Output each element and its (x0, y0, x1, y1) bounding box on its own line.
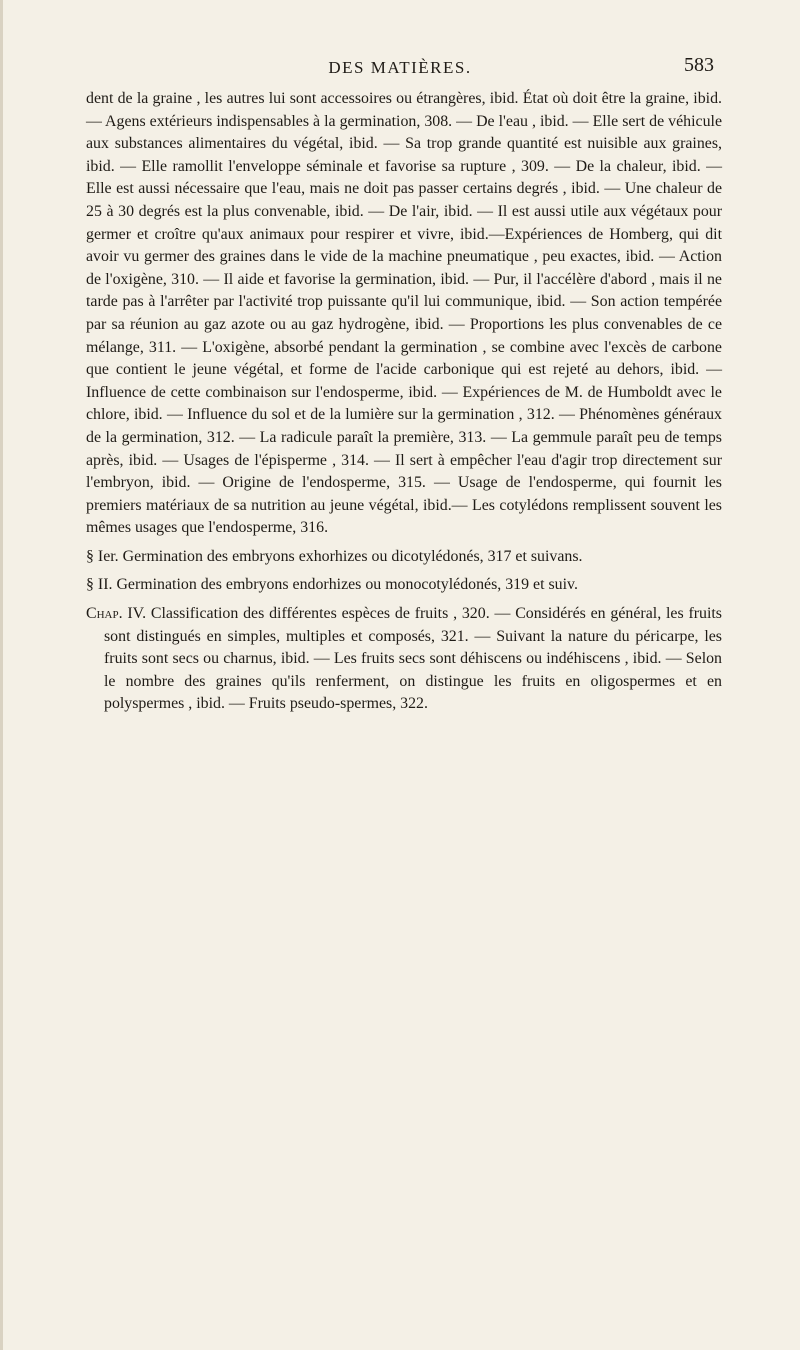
index-section-2: § II. Germination des embryons endorhizes ou monocotylédonés, 319 et suiv. (86, 576, 578, 594)
chapter-text: Classification des différentes espèces de fruits , 320. — Considérés en général, les fruits sont distingués en simples, multiples et composés, 321. — Suivant la nature du péricarpe, les fruits sont secs ou charnus, ibid. — Les fruits secs sont déhiscens ou indéhiscens , ibid. — Selon le nombre des graines qu'ils renferment, on distingue les fruits en oligospermes et en polyspermes , ibid. — Fruits pseudo-spermes, 322. (104, 605, 722, 713)
running-head: DES MATIÈRES. (328, 58, 472, 77)
index-content (86, 88, 722, 716)
chapter-label: Chap. IV. (86, 605, 147, 623)
page-number: 583 (684, 54, 714, 76)
page-edge-shadow (0, 0, 3, 1350)
index-chapter-4 (86, 603, 722, 716)
index-entry-germination-agents: dent de la graine , les autres lui sont accessoires ou étrangères, ibid. État où doit être la graine, ibid. — Agens extérieurs indispensables à la germination, 308. — De l'eau , ibid. — Elle sert de véhicule aux substances alimentaires du végétal, ibid. — Sa trop grande quantité est nuisible aux graines, ibid. — Elle ramollit l'enveloppe séminale et favorise sa rupture , 309. — De la chaleur, ibid. — Elle est aussi nécessaire que l'eau, mais ne doit pas passer certains degrés , ibid. — Une chaleur de 25 à 30 degrés est la plus convenable, ibid. — De l'air, ibid. — Il est aussi utile aux végétaux pour germer et croître qu'aux animaux pour respirer et vivre, ibid.—Expériences de Homberg, qui dit avoir vu germer des graines dans le vide de la machine pneumatique , peu exactes, ibid. — Action de l'oxigène, 310. — Il aide et favorise la germination, ibid. — Pur, il l'accélère d'abord , mais il ne tarde pas à l'arrêter par l'activité trop puissante qu'il lui communique, ibid. — Son action tempérée par sa réunion au gaz azote ou au gaz hydrogène, ibid. — Proportions les plus convenables de ce mélange, 311. — L'oxigène, absorbé pendant la germination , se combine avec l'excès de carbone que contient le jeune végétal, et forme de l'acide carbonique qui est rejeté au dehors, ibid. — Influence de cette combinaison sur l'endosperme, ibid. — Expériences de M. de Humboldt avec le chlore, ibid. — Influence du sol et de la lumière sur la germination , 312. — Phénomènes généraux de la germination, 312. — La radicule paraît la première, 313. — La gemmule paraît peu de temps après, ibid. — Usages de l'épisperme , 314. — Il sert à empêcher l'eau d'agir trop directement sur l'embryon, ibid. — Origine de l'endosperme, 315. — Usage de l'endosperme, qui fournit les premiers matériaux de sa nutrition au jeune végétal, ibid.— Les cotylédons remplissent souvent les mêmes usages que l'endosperme, 316. (86, 90, 722, 537)
index-section-1: § Ier. Germination des embryons exhorhizes ou dicotylédonés, 317 et suivans. (86, 547, 583, 565)
page-header (80, 54, 720, 88)
